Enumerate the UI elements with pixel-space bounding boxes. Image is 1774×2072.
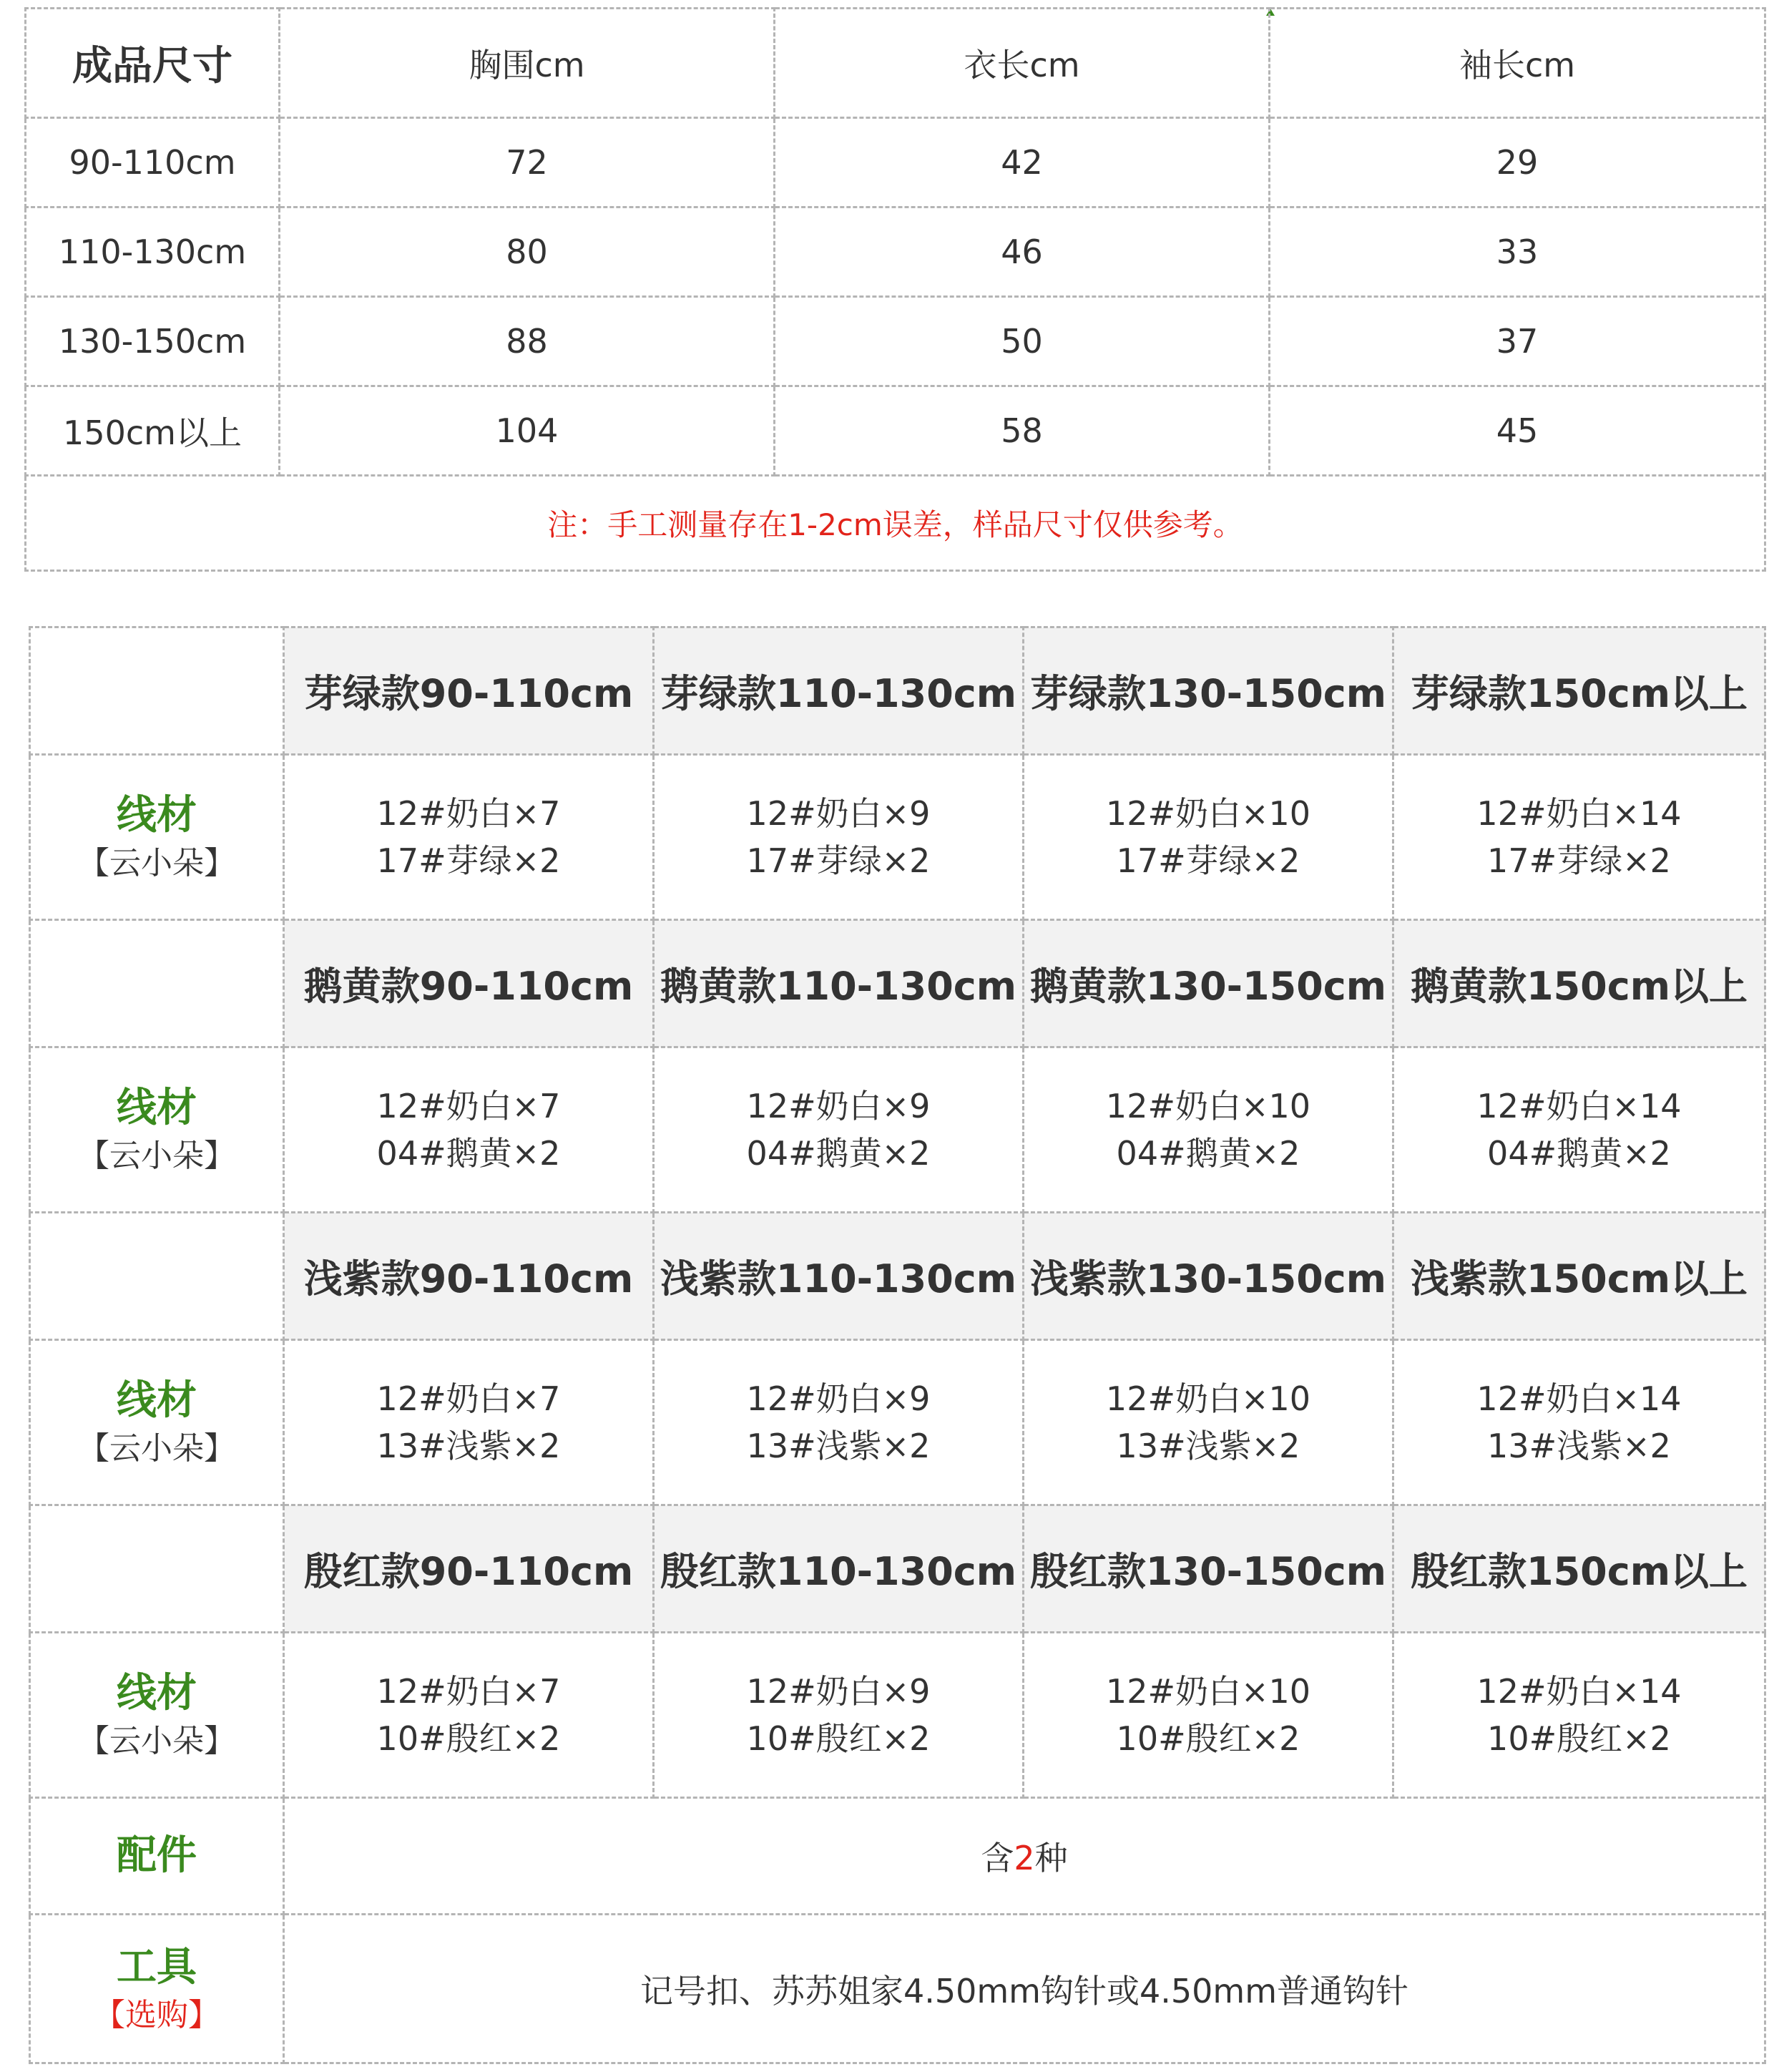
style-size-header: 浅紫款150cm以上	[1393, 1213, 1765, 1340]
yarn-amount: 12#奶白×14	[1476, 1379, 1682, 1418]
size-header-row	[26, 9, 1765, 118]
yarn-amount: 13#浅紫×2	[376, 1427, 561, 1465]
yarn-amount: 17#芽绿×2	[376, 841, 561, 880]
style-size-header: 鹅黄款130-150cm	[1024, 920, 1393, 1047]
table-row	[26, 386, 1765, 476]
accessories-prefix: 含	[981, 1839, 1014, 1877]
size-table	[24, 7, 1766, 572]
style-size-header: 芽绿款90-110cm	[284, 627, 654, 755]
yarn-amount-cell	[654, 1340, 1024, 1505]
tools-label: 工具	[117, 1943, 197, 1990]
yarn-amount: 12#奶白×9	[746, 794, 931, 833]
yarn-amount: 12#奶白×7	[376, 1672, 561, 1711]
table-row	[26, 297, 1765, 386]
note-row	[26, 476, 1765, 571]
yarn-amount-cell	[284, 755, 654, 920]
yarn-amount-cell	[1393, 755, 1765, 920]
length-value: 42	[775, 118, 1270, 207]
yarn-amount: 12#奶白×7	[376, 1087, 561, 1125]
yarn-row	[30, 1633, 1765, 1798]
tools-label-cell	[30, 1915, 284, 2063]
yarn-amount-cell	[1024, 1340, 1393, 1505]
yarn-amount: 04#鹅黄×2	[1487, 1134, 1671, 1173]
accessories-suffix: 种	[1034, 1839, 1068, 1877]
measurement-note: 注：手工测量存在1-2cm误差，样品尺寸仅供参考。	[547, 507, 1243, 542]
yarn-amount: 12#奶白×10	[1105, 794, 1311, 833]
yarn-row	[30, 755, 1765, 920]
yarn-amount: 10#殷红×2	[1487, 1719, 1671, 1758]
yarn-amount-cell	[284, 1047, 654, 1213]
size-label: 130-150cm	[26, 297, 280, 386]
chest-value: 80	[280, 207, 775, 297]
style-size-header: 鹅黄款150cm以上	[1393, 920, 1765, 1047]
yarn-amount: 12#奶白×14	[1476, 1087, 1682, 1125]
materials-table	[29, 626, 1766, 2064]
size-table-title: 成品尺寸	[26, 9, 280, 118]
chest-value: 104	[280, 386, 775, 476]
yarn-amount-cell	[654, 1047, 1024, 1213]
yarn-amount: 10#殷红×2	[376, 1719, 561, 1758]
style-size-header: 殷红款150cm以上	[1393, 1505, 1765, 1633]
yarn-label-cell	[30, 1047, 284, 1213]
yarn-amount: 12#奶白×10	[1105, 1087, 1311, 1125]
yarn-label: 线材	[117, 1377, 197, 1424]
yarn-amount: 10#殷红×2	[746, 1719, 931, 1758]
sleeve-value: 29	[1270, 118, 1765, 207]
yarn-amount-cell	[1393, 1633, 1765, 1798]
yarn-amount: 04#鹅黄×2	[746, 1134, 931, 1173]
style-size-header: 殷红款90-110cm	[284, 1505, 654, 1633]
yarn-amount-cell	[1393, 1340, 1765, 1505]
style-size-header: 浅紫款90-110cm	[284, 1213, 654, 1340]
style-header-row	[30, 920, 1765, 1047]
accessories-count: 2	[1014, 1839, 1035, 1877]
yarn-brand: 【云小朵】	[78, 1723, 235, 1759]
length-value: 58	[775, 386, 1270, 476]
yarn-amount: 12#奶白×10	[1105, 1672, 1311, 1711]
yarn-amount: 12#奶白×7	[376, 1379, 561, 1418]
accessories-label: 配件	[117, 1832, 197, 1879]
yarn-amount: 17#芽绿×2	[1116, 841, 1300, 880]
length-value: 50	[775, 297, 1270, 386]
yarn-amount: 13#浅紫×2	[746, 1427, 931, 1465]
yarn-label: 线材	[117, 1670, 197, 1716]
chest-value: 72	[280, 118, 775, 207]
yarn-amount: 13#浅紫×2	[1487, 1427, 1671, 1465]
style-size-header: 浅紫款130-150cm	[1024, 1213, 1393, 1340]
sleeve-value: 45	[1270, 386, 1765, 476]
header-chest: 胸围cm	[280, 9, 775, 118]
yarn-amount-cell	[1024, 755, 1393, 920]
yarn-amount: 17#芽绿×2	[1487, 841, 1671, 880]
blank-cell	[30, 1213, 284, 1340]
accessories-row	[30, 1798, 1765, 1915]
style-size-header: 浅紫款110-130cm	[654, 1213, 1024, 1340]
style-size-header: 芽绿款130-150cm	[1024, 627, 1393, 755]
yarn-amount: 17#芽绿×2	[746, 841, 931, 880]
blank-cell	[30, 627, 284, 755]
yarn-label-cell	[30, 1633, 284, 1798]
header-sleeve: 袖长cm	[1270, 9, 1765, 118]
style-header-row	[30, 1213, 1765, 1340]
length-value: 46	[775, 207, 1270, 297]
yarn-amount: 12#奶白×9	[746, 1087, 931, 1125]
style-header-row	[30, 1505, 1765, 1633]
yarn-row	[30, 1047, 1765, 1213]
yarn-amount-cell	[654, 755, 1024, 920]
style-size-header: 芽绿款150cm以上	[1393, 627, 1765, 755]
size-label: 90-110cm	[26, 118, 280, 207]
yarn-label: 线材	[117, 1085, 197, 1131]
yarn-amount-cell	[1024, 1047, 1393, 1213]
yarn-amount-cell	[1024, 1633, 1393, 1798]
style-size-header: 鹅黄款90-110cm	[284, 920, 654, 1047]
yarn-amount-cell	[1393, 1047, 1765, 1213]
chest-value: 88	[280, 297, 775, 386]
yarn-amount-cell	[654, 1633, 1024, 1798]
blank-cell	[30, 920, 284, 1047]
yarn-amount: 13#浅紫×2	[1116, 1427, 1300, 1465]
yarn-row	[30, 1340, 1765, 1505]
yarn-amount: 10#殷红×2	[1116, 1719, 1300, 1758]
blank-cell	[30, 1505, 284, 1633]
yarn-amount-cell	[284, 1340, 654, 1505]
yarn-brand: 【云小朵】	[78, 1430, 235, 1467]
sleeve-value: 33	[1270, 207, 1765, 297]
yarn-amount: 04#鹅黄×2	[376, 1134, 561, 1173]
accessories-label-cell	[30, 1798, 284, 1915]
yarn-amount: 12#奶白×14	[1476, 794, 1682, 833]
yarn-amount: 04#鹅黄×2	[1116, 1134, 1300, 1173]
measurement-note-cell	[26, 476, 1765, 571]
style-size-header: 鹅黄款110-130cm	[654, 920, 1024, 1047]
yarn-amount: 12#奶白×9	[746, 1672, 931, 1711]
style-header-row	[30, 627, 1765, 755]
table-row	[26, 207, 1765, 297]
style-size-header: 殷红款130-150cm	[1024, 1505, 1393, 1633]
yarn-amount: 12#奶白×7	[376, 794, 561, 833]
tools-value: 记号扣、苏苏姐家4.50mm钩针或4.50mm普通钩针	[284, 1915, 1765, 2063]
yarn-amount: 12#奶白×14	[1476, 1672, 1682, 1711]
size-label: 110-130cm	[26, 207, 280, 297]
yarn-amount: 12#奶白×10	[1105, 1379, 1311, 1418]
style-size-header: 芽绿款110-130cm	[654, 627, 1024, 755]
style-size-header: 殷红款110-130cm	[654, 1505, 1024, 1633]
yarn-amount-cell	[284, 1633, 654, 1798]
yarn-label: 线材	[117, 792, 197, 839]
yarn-label-cell	[30, 755, 284, 920]
tools-optional-tag: 【选购】	[94, 1996, 220, 2033]
size-label: 150cm以上	[26, 386, 280, 476]
header-length: 衣长cm	[775, 9, 1270, 118]
table-row	[26, 118, 1765, 207]
yarn-amount: 12#奶白×9	[746, 1379, 931, 1418]
yarn-label-cell	[30, 1340, 284, 1505]
tools-row	[30, 1915, 1765, 2063]
sleeve-value: 37	[1270, 297, 1765, 386]
yarn-brand: 【云小朵】	[78, 1138, 235, 1174]
accessories-value-cell	[284, 1798, 1765, 1915]
yarn-brand: 【云小朵】	[78, 845, 235, 881]
